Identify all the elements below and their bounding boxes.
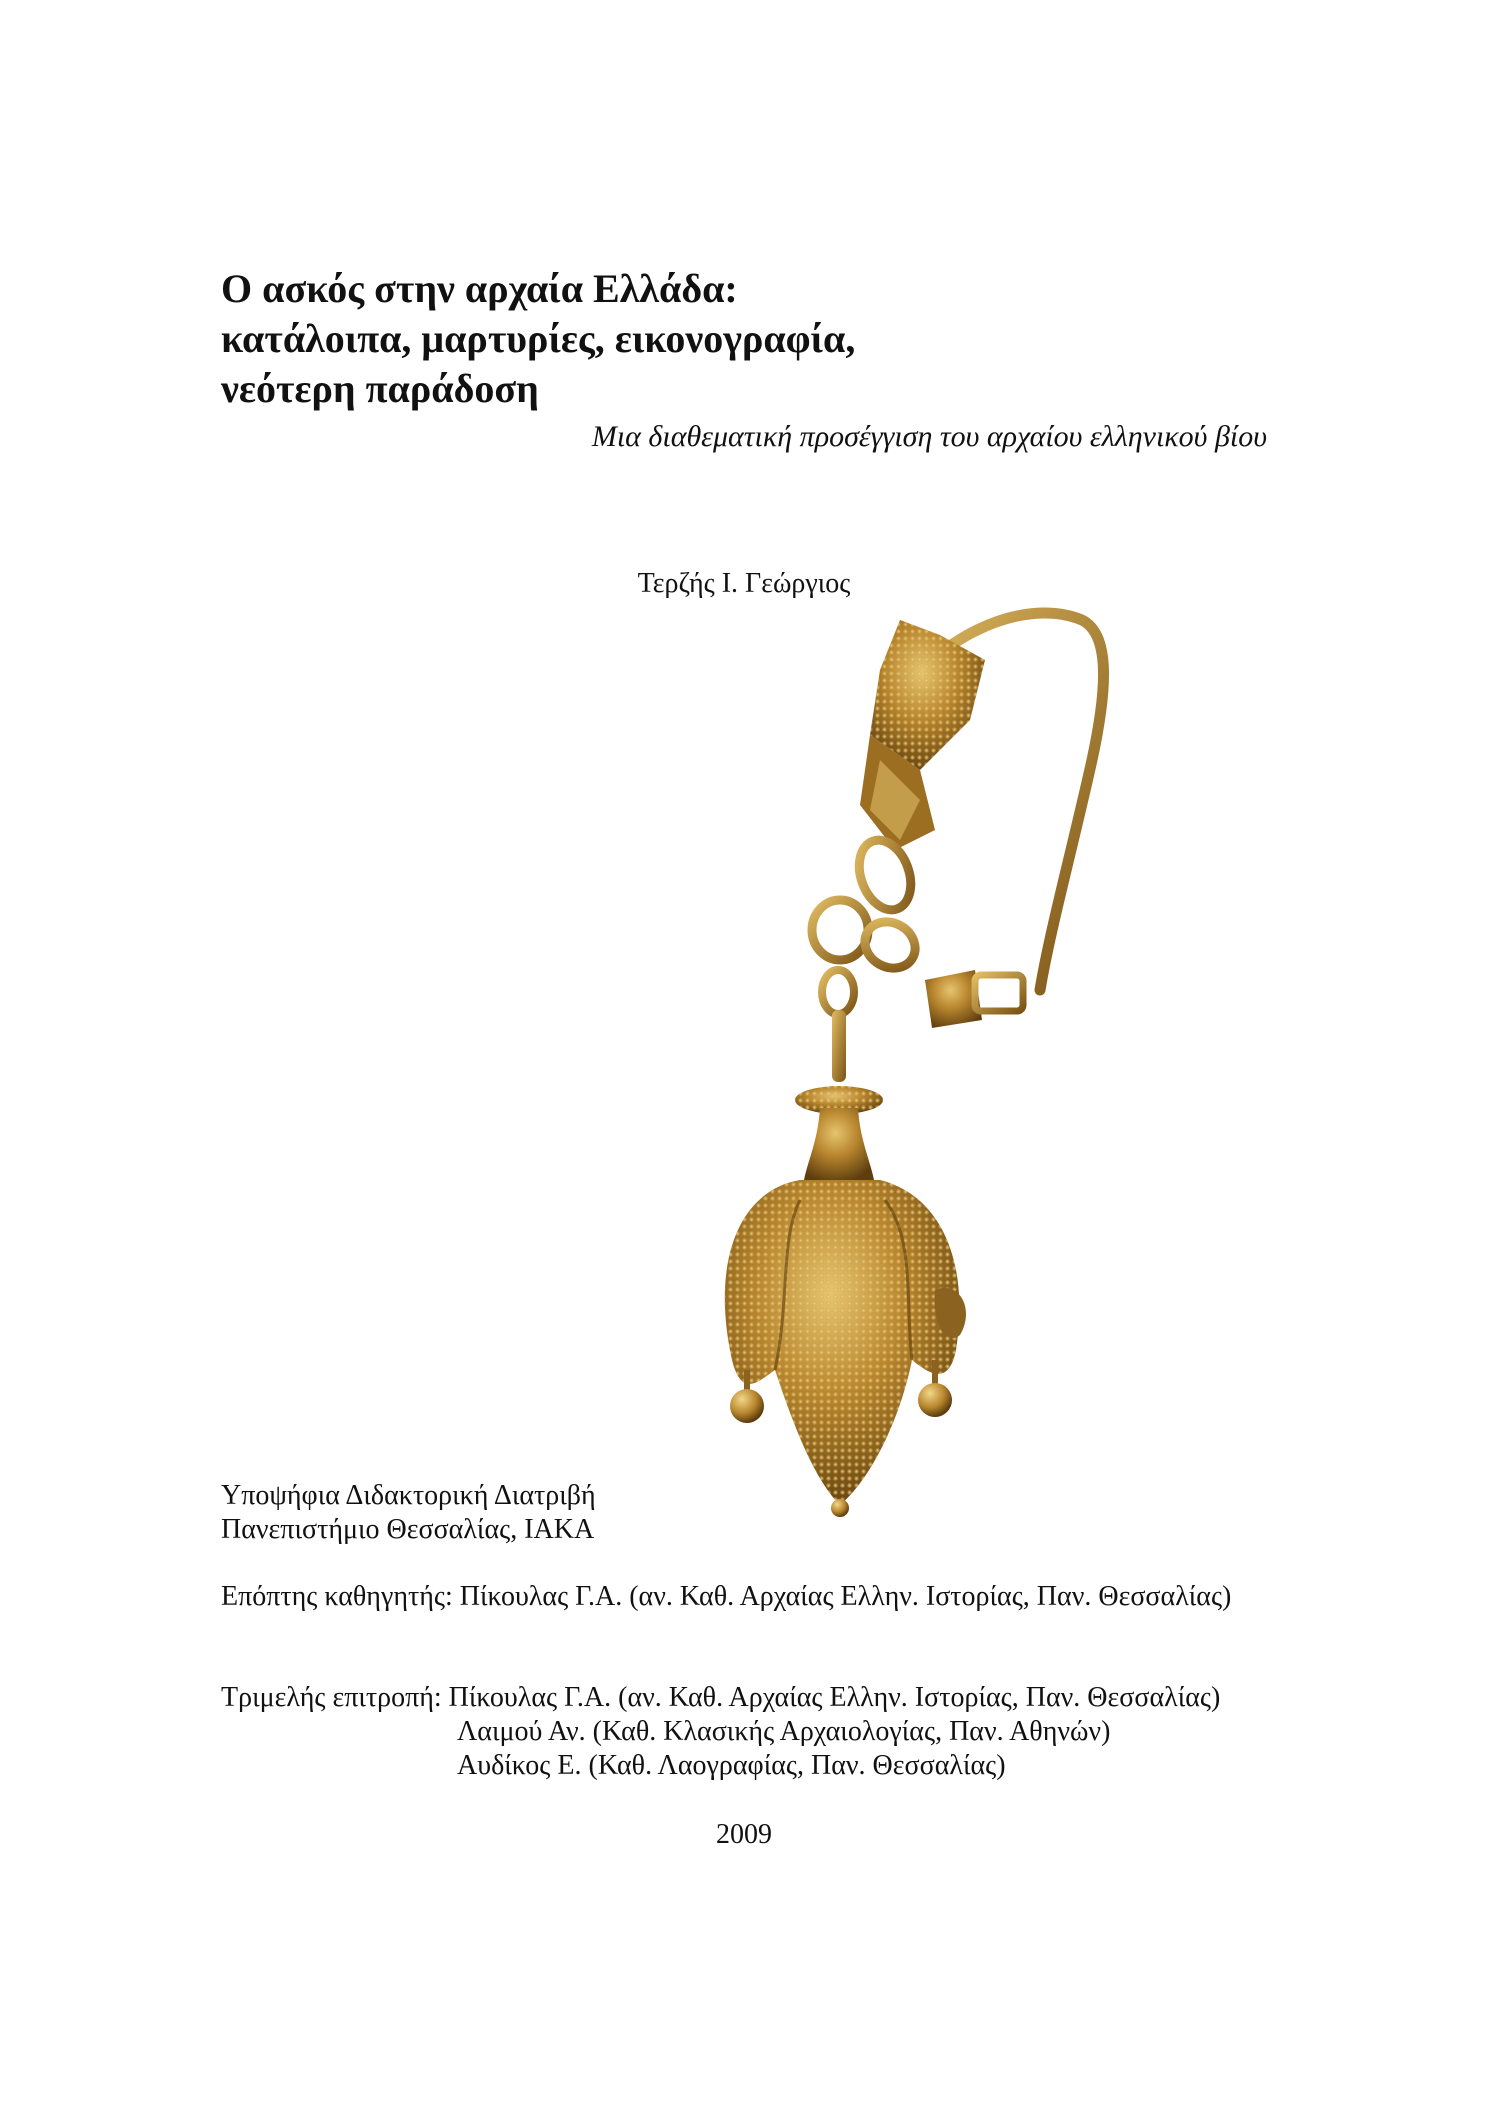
committee-member-1: Πίκουλας Γ.Α. (αν. Καθ. Αρχαίας Ελλην. Ιστορίας, Παν. Θεσσαλίας) (448, 1682, 1221, 1713)
university-name: Πανεπιστήμιο Θεσσαλίας, ΙΑΚΑ (221, 1514, 595, 1545)
title-line-3: νεότερη παράδοση (221, 366, 539, 411)
committee-label: Τριμελής επιτροπή: (221, 1682, 442, 1713)
document-subtitle: Μια διαθεματική προσέγγιση του αρχαίου ελληνικού βίου (591, 420, 1267, 453)
title-line-1: Ο ασκός στην αρχαία Ελλάδα: (221, 266, 738, 311)
earring-clasp (925, 970, 1023, 1028)
supervisor-line: Επόπτης καθηγητής: Πίκουλας Γ.Α. (αν. Καθ. Αρχαίας Ελλην. Ιστορίας, Παν. Θεσσαλίας) (221, 1581, 1232, 1612)
committee-member-2: Λαιμού Αν. (Καθ. Κλασικής Αρχαιολογίας, Παν. Αθηνών) (457, 1716, 1111, 1747)
askos-pendant (725, 1180, 966, 1505)
title-line-2: κατάλοιπα, μαρτυρίες, εικονογραφία, (221, 316, 856, 361)
document-title (221, 264, 1281, 414)
gold-askos-earring-image (720, 600, 1280, 1520)
committee-row-1 (221, 1681, 1281, 1715)
committee-block (221, 1681, 1281, 1783)
thesis-type: Υποψήφια Διδακτορική Διατριβή (221, 1480, 596, 1511)
committee-member-3: Αυδίκος Ε. (Καθ. Λαογραφίας, Παν. Θεσσαλίας) (457, 1750, 1006, 1781)
publication-year: 2009 (716, 1819, 772, 1850)
earring-head (860, 620, 985, 850)
author-name: Τερζής Ι. Γεώργιος (637, 568, 851, 599)
